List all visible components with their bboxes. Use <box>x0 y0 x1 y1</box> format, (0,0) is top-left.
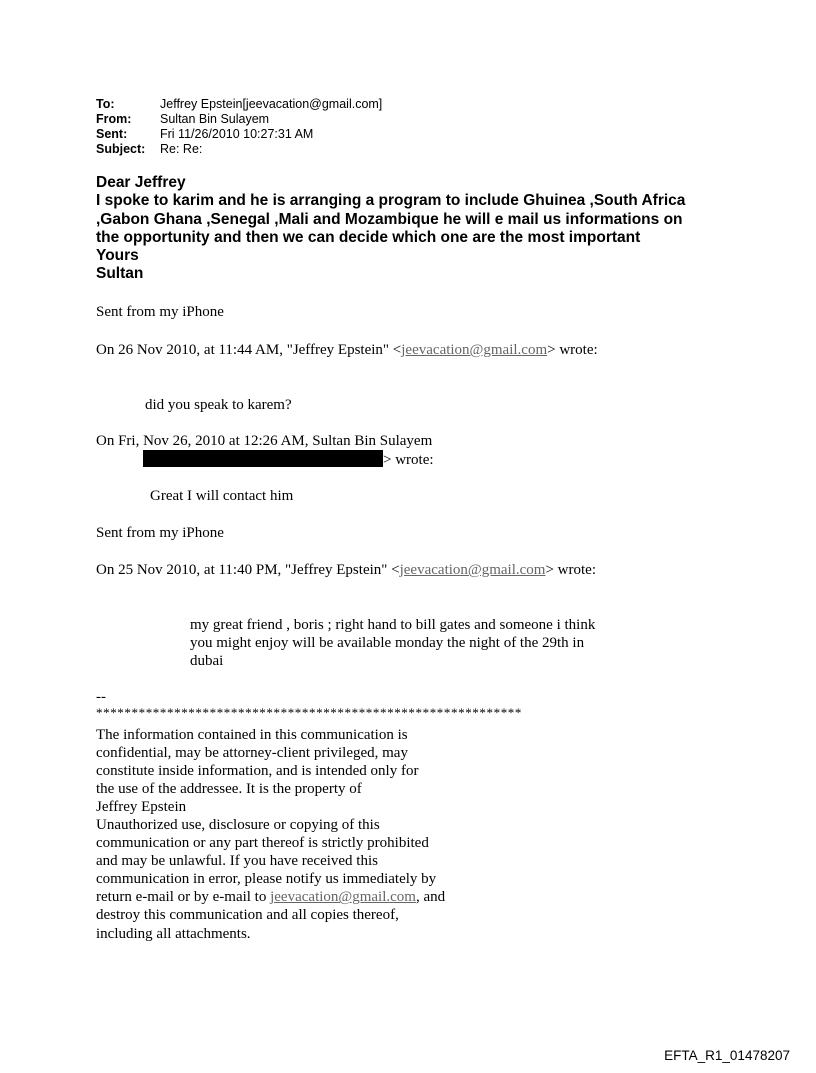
message-line: the opportunity and then we can decide which one are the most important <box>96 228 641 246</box>
message-body <box>96 174 736 284</box>
quote-prefix: On 25 Nov 2010, at 11:40 PM, "Jeffrey Epstein" < <box>96 562 400 578</box>
sent-from-iphone: Sent from my iPhone <box>96 304 224 320</box>
original-message-line: my great friend , boris ; right hand to bill gates and someone i think <box>190 617 596 633</box>
confidentiality-disclaimer <box>96 726 445 943</box>
disclaimer-line: constitute inside information, and is intended only for <box>96 763 419 780</box>
email-link[interactable]: jeevacation@gmail.com <box>399 562 546 578</box>
email-link[interactable]: jeevacation@gmail.com <box>270 889 416 906</box>
disclaimer-line: Jeffrey Epstein <box>96 799 187 816</box>
quote-suffix: > wrote: <box>383 452 434 468</box>
disclaimer-line: and may be unlawful. If you have received this <box>96 853 378 870</box>
original-message-line: you might enjoy will be available monday the night of the 29th in <box>190 635 585 651</box>
email-header <box>96 97 382 157</box>
email-link[interactable]: jeevacation@gmail.com <box>401 342 548 358</box>
disclaimer-line: the use of the addressee. It is the property of <box>96 781 362 798</box>
to-value: Jeffrey Epstein[jeevacation@gmail.com] <box>160 97 383 111</box>
to-row <box>96 97 382 112</box>
original-message-line: dubai <box>190 653 224 669</box>
to-label: To: <box>96 97 115 111</box>
message-line: Sultan <box>96 265 144 283</box>
disclaimer-line: communication or any part thereof is strictly prohibited <box>96 835 429 852</box>
from-value: Sultan Bin Sulayem <box>160 112 270 126</box>
from-row <box>96 112 382 127</box>
sent-from-iphone: Sent from my iPhone <box>96 525 224 541</box>
message-line: I spoke to karim and he is arranging a program to include Ghuinea ,South Africa <box>96 192 686 210</box>
reply-text-2: Great I will contact him <box>150 488 294 504</box>
bates-number: EFTA_R1_01478207 <box>664 1048 790 1063</box>
redaction-bar <box>143 450 383 467</box>
quote-header-2: On Fri, Nov 26, 2010 at 12:26 AM, Sultan Bin Sulayem <box>96 433 433 449</box>
disclaimer-line: confidential, may be attorney-client privileged, may <box>96 745 408 762</box>
reply-text-1: did you speak to karem? <box>145 397 292 413</box>
disclaimer-line: communication in error, please notify us immediately by <box>96 871 437 888</box>
from-label: From: <box>96 112 132 126</box>
disclaimer-line <box>96 888 445 906</box>
quote-prefix: On 26 Nov 2010, at 11:44 AM, "Jeffrey Epstein" < <box>96 342 402 358</box>
disclaimer-line: Unauthorized use, disclosure or copying of this <box>96 817 380 834</box>
disclaimer-line: destroy this communication and all copies thereof, <box>96 907 399 924</box>
return-suffix: , and <box>415 889 446 906</box>
subject-label: Subject: <box>96 142 146 156</box>
quote-header-2-line2 <box>143 450 434 469</box>
quote-suffix: > wrote: <box>547 342 598 358</box>
quote-header-1 <box>96 341 598 359</box>
sent-label: Sent: <box>96 127 128 141</box>
message-line: ,Gabon Ghana ,Senegal ,Mali and Mozambique he will e mail us informations on <box>96 210 683 228</box>
disclaimer-line: including all attachments. <box>96 925 251 942</box>
sent-value: Fri 11/26/2010 10:27:31 AM <box>160 127 314 141</box>
signature-dashes: -- <box>96 689 106 705</box>
quote-suffix: > wrote: <box>545 562 596 578</box>
sent-row <box>96 127 382 142</box>
return-prefix: return e-mail or by e-mail to <box>96 889 271 906</box>
signature-stars: ************************************************************ <box>96 705 522 720</box>
quote-header-3 <box>96 561 596 579</box>
disclaimer-line: The information contained in this communication is <box>96 727 408 743</box>
subject-row <box>96 142 382 157</box>
subject-value: Re: Re: <box>160 142 203 156</box>
message-line: Yours <box>96 247 139 265</box>
message-line: Dear Jeffrey <box>96 174 186 191</box>
